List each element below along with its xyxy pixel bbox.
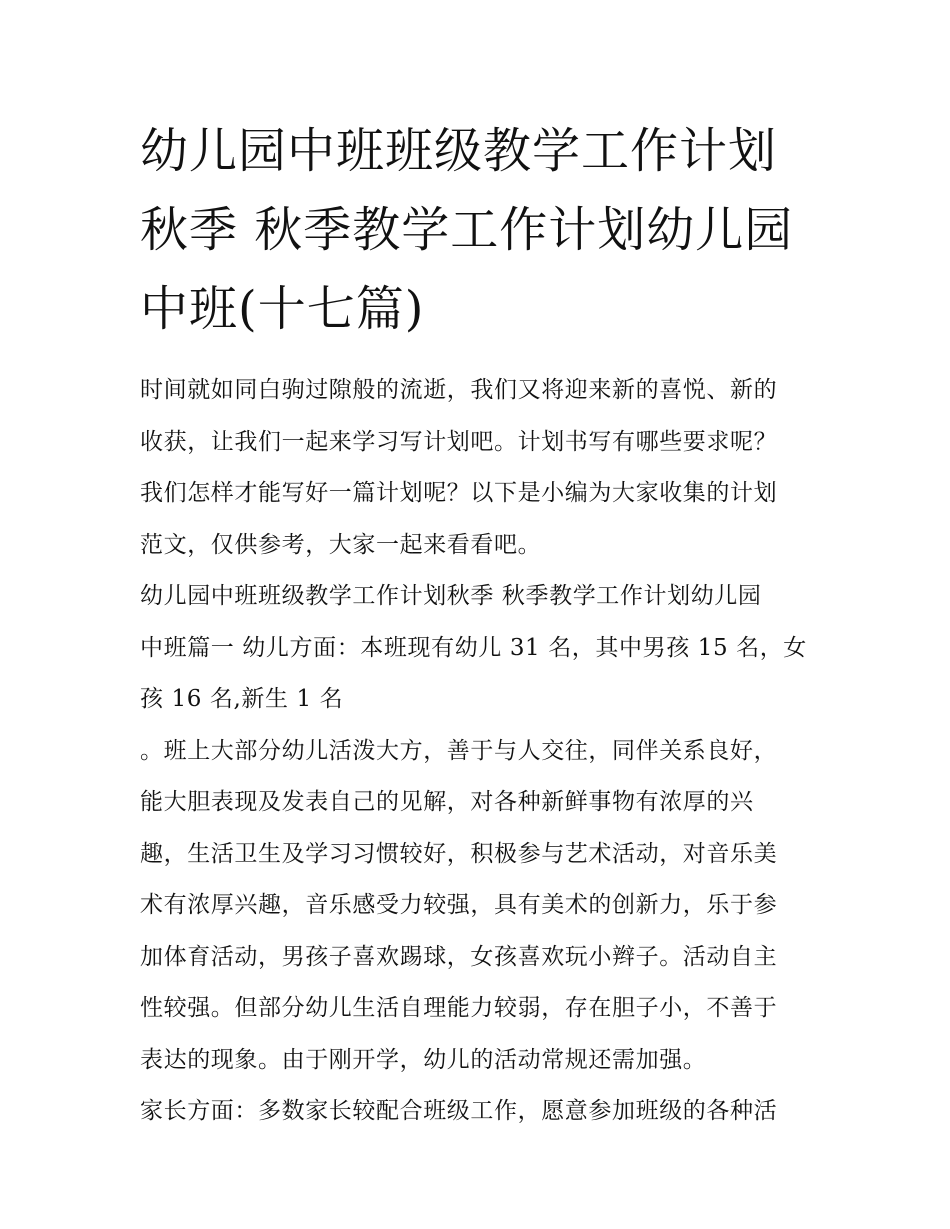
paragraph-children-overview: 。班上大部分幼儿活泼大方，善于与人交往，同伴关系良好， 能大胆表现及发表自己的见解，对各种新鲜事物有浓厚的兴 趣，生活卫生及学习习惯较好，积极参与艺术活动，对音乐美 术有浓厚兴趣，音乐感受力较强，具有美术的创新力，乐于参 加体育活动，男孩子喜欢踢球，女孩喜欢玩小辫子。活动自主 性较强。但部分幼儿生活自理能力较弱，存在胆子小，不善于 表达的现象。由于刚开学，幼儿的活动常规还需加强。 bbox=[140, 737, 778, 1073]
paragraph-intro: 时间就如同白驹过隙般的流逝，我们又将迎来新的喜悦、新的 收获，让我们一起来学习写计划吧。计划书写有哪些要求呢？ 我们怎样才能写好一篇计划呢？以下是小编为大家收集的计划 范文，仅供参考，大家一起来看看吧。 bbox=[140, 377, 778, 558]
paragraph-section-heading: 幼儿园中班班级教学工作计划秋季 秋季教学工作计划幼儿园 中班篇一 幼儿方面：本班现有幼儿 31 名，其中男孩 15 名，女 孩 16 名,新生 1 名 bbox=[140, 583, 807, 712]
document-title: 幼儿园中班班级教学工作计划 秋季 秋季教学工作计划幼儿园 中班(十七篇) bbox=[140, 123, 794, 337]
document-body bbox=[140, 112, 812, 1138]
paragraph-parents: 家长方面：多数家长较配合班级工作，愿意参加班级的各种活 bbox=[140, 1098, 778, 1124]
